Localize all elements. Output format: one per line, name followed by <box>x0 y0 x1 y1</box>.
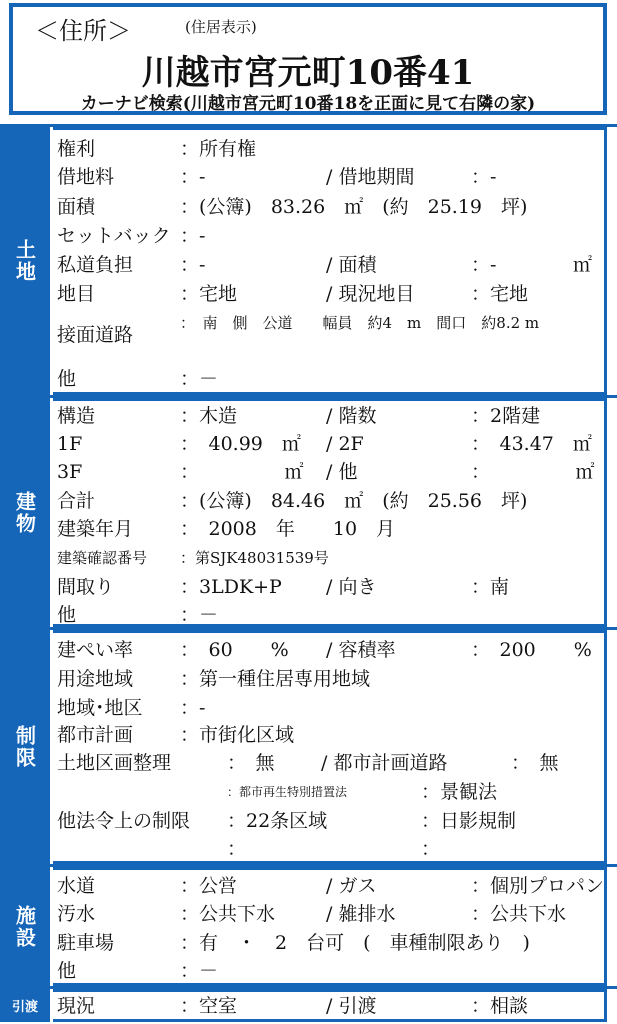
land-row-value: ：- <box>471 254 497 276</box>
land-row-label: 他 <box>57 368 77 390</box>
restriction-row-label: 地域･地区 <box>57 697 143 719</box>
building-row-value: ： ㎡ <box>471 461 595 483</box>
land-row-value: ： 南 側 公道 幅員 約4 m 間口 約8.2 m <box>180 314 540 332</box>
building-row-label: / 他 <box>326 461 358 483</box>
address-label: ＜住所＞ <box>35 17 131 45</box>
building-row-value: ：木造 <box>180 405 238 427</box>
navi-note: カーナビ検索(川越市宮元町10番18を正面に見て右隣の家) <box>80 94 536 114</box>
building-row-label: / 階数 <box>326 405 377 427</box>
building-row-value: ：－ <box>180 604 219 626</box>
facility-row-label: 汚水 <box>57 903 96 925</box>
facility-row-value: ：公共下水 <box>180 903 276 925</box>
facility-side-label: 施設 <box>0 867 50 986</box>
land-row-value: ：- <box>180 225 206 247</box>
building-row-value: ： 40.99 ㎡ <box>180 433 301 455</box>
facility-row-value: ：－ <box>180 960 219 982</box>
facility-section <box>0 864 617 986</box>
restriction-row-value: ：第一種住居専用地域 <box>180 668 371 690</box>
building-row-label: 建築確認番号 <box>57 549 148 567</box>
building-row-value: ： 2008 年 10 月 <box>180 518 396 540</box>
restriction-row-label: 用途地域 <box>57 668 134 690</box>
building-row-label: / 向き <box>326 576 377 598</box>
restriction-law-item: ：都市再生特別措置法 <box>227 785 348 799</box>
building-row-label: 間取り <box>57 576 115 598</box>
land-row-value: ：- <box>180 254 206 276</box>
restriction-row-value: ： 60 % <box>180 639 289 661</box>
land-side-label: 土地 <box>0 127 50 395</box>
land-row-label: 地目 <box>57 283 96 305</box>
land-row-label: 接面道路 <box>57 324 134 346</box>
facility-row-label: 駐車場 <box>57 932 115 954</box>
land-row-value: ：- <box>471 166 497 188</box>
restriction-law-item: ： <box>227 838 247 860</box>
land-row-value: ：所有権 <box>180 138 257 160</box>
handover-row-value: ：空室 <box>180 995 238 1017</box>
building-row-label: 合計 <box>57 490 96 512</box>
land-row-label: 借地料 <box>57 166 115 188</box>
building-row-value: ：南 <box>471 576 510 598</box>
handover-row-value: ：相談 <box>471 995 529 1017</box>
land-body <box>53 127 607 395</box>
restriction-row-label: 土地区画整理 <box>57 752 172 774</box>
building-row-label: 3F <box>57 461 83 483</box>
restriction-section <box>0 627 617 864</box>
building-row-label: 1F <box>57 433 83 455</box>
building-row-label: / 2F <box>326 433 364 455</box>
restriction-row-label: / 都市計画道路 <box>321 752 448 774</box>
building-row-value: ：3LDK+P <box>180 576 282 598</box>
restriction-law-item: ：22条区域 <box>227 810 328 832</box>
building-row-label: 建築年月 <box>57 518 134 540</box>
facility-row-value: ：個別プロパン <box>471 875 605 897</box>
building-body <box>53 398 607 627</box>
building-row-value: ：第SJK48031539号 <box>180 549 329 567</box>
building-row-label: 構造 <box>57 405 96 427</box>
restriction-law-item: ：景観法 <box>421 781 498 803</box>
land-row-label: / 現況地目 <box>326 283 415 305</box>
restriction-row-value: ：市街化区域 <box>180 724 295 746</box>
restriction-row-value: ： 200 % <box>471 639 592 661</box>
handover-row-label: 現況 <box>57 995 96 1017</box>
land-row-value: ：－ <box>180 368 219 390</box>
facility-row-value: ：公営 <box>180 875 238 897</box>
land-row-label: 権利 <box>57 138 96 160</box>
land-row-value: ：宅地 <box>180 283 238 305</box>
restriction-row-value: ： 無 <box>511 752 559 774</box>
land-row-value: ：(公簿) 83.26 ㎡ (約 25.19 坪) <box>180 196 528 218</box>
handover-side-label: 引渡 <box>0 989 50 1022</box>
address-header <box>9 3 607 115</box>
facility-row-label: 他 <box>57 960 77 982</box>
restriction-row-label: 建ぺい率 <box>57 639 134 661</box>
land-row-value: ：宅地 <box>471 283 529 305</box>
land-row-label: / 借地期間 <box>326 166 415 188</box>
facility-row-label: / ガス <box>326 875 377 897</box>
building-section <box>0 395 617 627</box>
restriction-side-label: 制限 <box>0 630 50 864</box>
land-row-label: 面積 <box>57 196 96 218</box>
restriction-row-label: 他法令上の制限 <box>57 810 191 832</box>
building-side-label: 建物 <box>0 398 50 627</box>
facility-row-label: 水道 <box>57 875 96 897</box>
land-row-value: ：- <box>180 166 206 188</box>
handover-body <box>53 989 607 1022</box>
restriction-law-item: ：日影規制 <box>421 810 517 832</box>
restriction-row-value: ： 無 <box>227 752 275 774</box>
facility-body <box>53 867 607 986</box>
land-row-label: セットバック <box>57 225 171 247</box>
facility-row-value: ：公共下水 <box>471 903 567 925</box>
restriction-body <box>53 630 607 864</box>
restriction-law-item: ： <box>421 838 441 860</box>
facility-row-label: / 雑排水 <box>326 903 396 925</box>
restriction-row-label: / 容積率 <box>326 639 396 661</box>
land-row-unit: ㎡ <box>573 254 593 276</box>
building-row-label: 他 <box>57 604 77 626</box>
restriction-row-label: 都市計画 <box>57 724 134 746</box>
handover-row-label: / 引渡 <box>326 995 377 1017</box>
restriction-row-value: ：- <box>180 697 206 719</box>
building-row-value: ： 43.47 ㎡ <box>471 433 592 455</box>
land-row-label: 私道負担 <box>57 254 134 276</box>
address-subtitle: (住居表示) <box>185 18 257 36</box>
address-title: 川越市宮元町10番41 <box>141 53 475 93</box>
land-row-label: / 面積 <box>326 254 377 276</box>
building-row-value: ： ㎡ <box>180 461 304 483</box>
land-section <box>0 124 617 395</box>
facility-row-value: ：有 ・ 2 台可 ( 車種制限あり ) <box>180 932 530 954</box>
handover-section <box>0 986 617 1022</box>
building-row-value: ：(公簿) 84.46 ㎡ (約 25.56 坪) <box>180 490 528 512</box>
building-row-value: ：2階建 <box>471 405 541 427</box>
